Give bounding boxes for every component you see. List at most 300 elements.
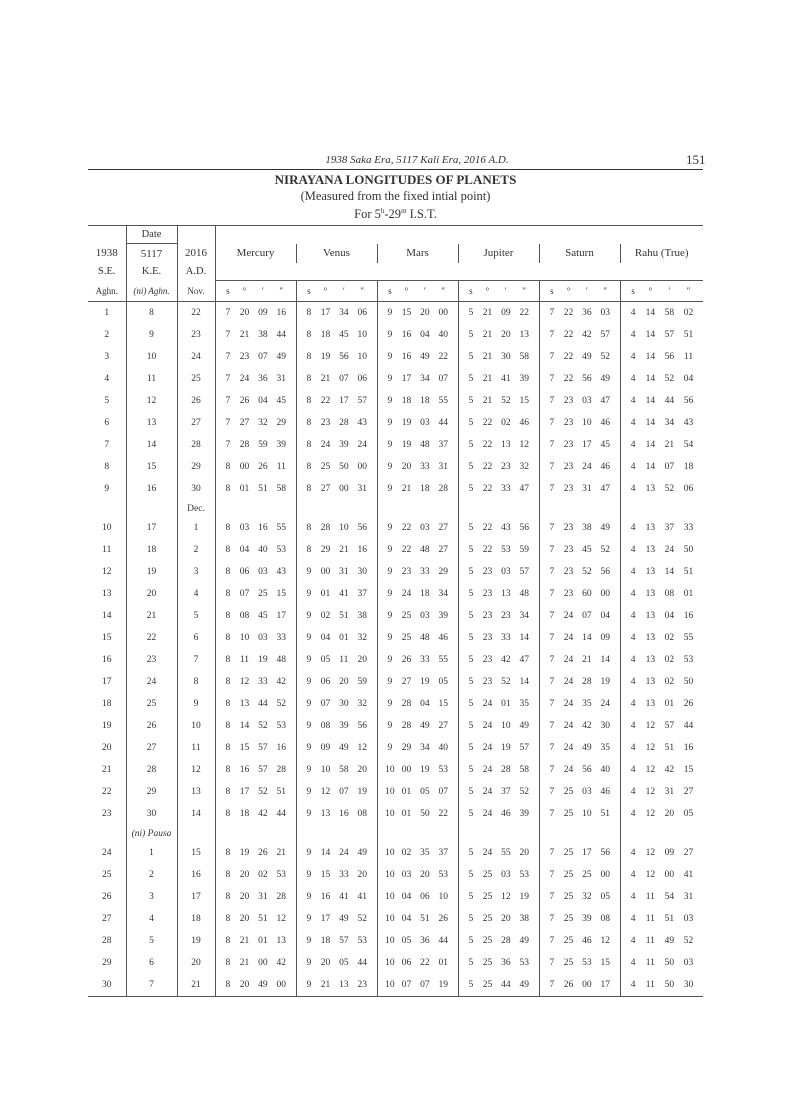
mars-longitude [377, 434, 458, 456]
sign-value: 4 [630, 633, 636, 643]
dms-group [621, 633, 704, 643]
jupiter-longitude [458, 671, 539, 693]
minute-value: 14 [582, 633, 592, 643]
jupiter-longitude [458, 974, 539, 997]
se-day: 24 [88, 842, 126, 864]
minute-value: 50 [664, 958, 675, 968]
sign-value: 4 [630, 677, 636, 687]
degree-value: 14 [645, 418, 656, 428]
dms-group [378, 396, 458, 406]
degree-value: 14 [239, 721, 250, 731]
degree-value: 22 [482, 462, 493, 472]
second-value: 30 [357, 567, 368, 577]
dms-group [540, 523, 620, 533]
degree-value: 20 [239, 308, 250, 318]
minute-value: 02 [664, 633, 675, 643]
second-value: ″ [279, 286, 284, 296]
sign-value: 7 [549, 330, 555, 340]
minute-value: 20 [664, 809, 675, 819]
dms-group [459, 936, 539, 946]
minute-value: 31 [582, 484, 592, 494]
rahu-longitude [620, 605, 703, 627]
minute-value: 02 [258, 870, 268, 880]
degree-value: ° [404, 286, 409, 296]
dms-group [378, 809, 458, 819]
second-value: 05 [438, 677, 449, 687]
table-row [88, 781, 703, 803]
time-note-mid: -29 [384, 207, 402, 222]
second-value: 58 [519, 352, 530, 362]
minute-value: 18 [420, 589, 430, 599]
minute-value: 17 [582, 848, 592, 858]
first-ad-month: Nov. [177, 281, 215, 302]
minute-value: 14 [664, 567, 675, 577]
degree-value: 25 [401, 633, 412, 643]
second-value: 26 [438, 914, 449, 924]
dms-group [297, 352, 377, 362]
sign-value: 7 [225, 440, 231, 450]
second-value: 16 [357, 545, 368, 555]
degree-value: 22 [482, 418, 493, 428]
dms-group [621, 462, 704, 472]
minute-value: ′ [423, 286, 426, 296]
degree-value: 17 [401, 374, 412, 384]
mars-longitude [377, 324, 458, 346]
minute-value: 49 [582, 352, 592, 362]
dms-group [540, 611, 620, 621]
mercury-longitude [215, 561, 296, 583]
jupiter-longitude [458, 583, 539, 605]
dms-group [621, 914, 704, 924]
dms-group [216, 611, 296, 621]
venus-longitude [296, 456, 377, 478]
second-value: 07 [438, 374, 449, 384]
sign-value: 4 [630, 743, 636, 753]
saturn-longitude [539, 456, 620, 478]
table-row [88, 561, 703, 583]
sign-value: s [631, 286, 635, 296]
sign-value: 8 [306, 396, 312, 406]
second-value: 55 [276, 523, 287, 533]
table-row [88, 908, 703, 930]
blank-cell [215, 500, 296, 517]
minute-value: 50 [420, 809, 430, 819]
minute-value: 36 [582, 308, 592, 318]
dms-group [378, 462, 458, 472]
table-row [88, 803, 703, 825]
sign-value: 8 [225, 892, 231, 902]
degree-value: 13 [645, 484, 656, 494]
dms-group [216, 677, 296, 687]
second-value: 19 [438, 980, 449, 990]
mercury-longitude [215, 412, 296, 434]
mars-longitude [377, 390, 458, 412]
sign-value: 4 [630, 848, 636, 858]
sign-value: 4 [630, 980, 636, 990]
degree-value: 25 [482, 914, 493, 924]
minute-value: 25 [582, 870, 592, 880]
venus-longitude [296, 627, 377, 649]
minute-value: 19 [420, 677, 430, 687]
minute-value: 03 [420, 523, 430, 533]
saturn-longitude [539, 649, 620, 671]
second-value: 51 [276, 787, 287, 797]
second-value: 38 [357, 611, 368, 621]
sign-value: 4 [630, 352, 636, 362]
ad-day: 26 [177, 390, 215, 412]
degree-value: 22 [563, 308, 574, 318]
ad-day: 8 [177, 671, 215, 693]
jupiter-longitude [458, 649, 539, 671]
second-value: 12 [600, 936, 611, 946]
second-value: 48 [276, 655, 287, 665]
ad-day: 28 [177, 434, 215, 456]
sign-value: 7 [549, 396, 555, 406]
minute-value: 10 [582, 418, 592, 428]
minute-value: ′ [342, 286, 345, 296]
minute-value: 51 [339, 611, 349, 621]
dms-group [540, 721, 620, 731]
time-note [88, 207, 703, 222]
second-value: 23 [357, 980, 368, 990]
degree-value: 24 [482, 721, 493, 731]
ke-day: 17 [126, 517, 177, 539]
sign-value: 4 [630, 699, 636, 709]
degree-value: 12 [645, 787, 656, 797]
dms-group [459, 545, 539, 555]
se-day: 1 [88, 302, 126, 325]
minute-value: 24 [339, 848, 349, 858]
minute-value: 49 [339, 914, 349, 924]
dms-group [216, 374, 296, 384]
ke-day: 23 [126, 649, 177, 671]
sign-value: 7 [549, 633, 555, 643]
degree-value: 21 [320, 980, 331, 990]
sign-value: 7 [549, 484, 555, 494]
sign-value: 8 [225, 787, 231, 797]
minute-value: 28 [582, 677, 592, 687]
dms-group [540, 892, 620, 902]
second-value: 40 [600, 765, 611, 775]
venus-longitude [296, 693, 377, 715]
dms-group [621, 980, 704, 990]
second-value: 34 [519, 611, 530, 621]
minute-value: 18 [420, 396, 430, 406]
ad-day: 16 [177, 864, 215, 886]
dms-group [459, 440, 539, 450]
sign-value: 8 [306, 352, 312, 362]
second-value: 46 [600, 462, 611, 472]
second-value: 06 [357, 374, 368, 384]
unit-header-cell [377, 281, 458, 302]
mercury-longitude [215, 478, 296, 500]
se-day: 9 [88, 478, 126, 500]
second-value: 27 [438, 721, 449, 731]
second-value: 32 [519, 462, 530, 472]
minute-value: 51 [258, 914, 268, 924]
rahu-longitude [620, 539, 703, 561]
dms-group [297, 611, 377, 621]
table-row [88, 715, 703, 737]
degree-value: 23 [239, 352, 250, 362]
se-day: 28 [88, 930, 126, 952]
sign-value: 8 [225, 462, 231, 472]
first-se-month: Aghn. [88, 281, 126, 302]
second-value: 48 [519, 589, 530, 599]
second-value: 03 [600, 308, 611, 318]
venus-longitude [296, 605, 377, 627]
table-row [88, 412, 703, 434]
dms-group [216, 396, 296, 406]
sign-value: 4 [630, 655, 636, 665]
ad-day: 18 [177, 908, 215, 930]
saturn-longitude [539, 412, 620, 434]
second-value: 00 [438, 308, 449, 318]
sign-value: 9 [306, 743, 312, 753]
minute-value: 07 [664, 462, 675, 472]
dms-group [216, 545, 296, 555]
minute-value: 12 [501, 892, 511, 902]
degree-value: 23 [563, 440, 574, 450]
minute-value: 13 [339, 980, 349, 990]
degree-value: 25 [563, 914, 574, 924]
sign-value: 5 [468, 721, 474, 731]
degree-value: 04 [401, 914, 412, 924]
minute-value: 05 [420, 787, 430, 797]
sign-value: 10 [385, 809, 395, 819]
degree-value: 24 [482, 699, 493, 709]
ad-day: 19 [177, 930, 215, 952]
mars-longitude [377, 346, 458, 368]
sign-value: 7 [549, 848, 555, 858]
degree-value: 02 [320, 611, 331, 621]
blank-cell [88, 500, 126, 517]
second-value: 47 [600, 484, 611, 494]
degree-value: 23 [563, 396, 574, 406]
dms-group [297, 655, 377, 665]
sign-value: 8 [225, 699, 231, 709]
mars-longitude [377, 693, 458, 715]
sign-value: 10 [385, 892, 395, 902]
blank-header-cell [177, 226, 215, 244]
second-value: 26 [683, 699, 694, 709]
mercury-longitude [215, 671, 296, 693]
sign-value: 7 [549, 462, 555, 472]
degree-value: 11 [645, 958, 655, 968]
minute-value: 00 [258, 958, 268, 968]
time-note-prefix: For 5 [354, 207, 381, 222]
minute-value: 40 [258, 545, 268, 555]
mercury-longitude [215, 886, 296, 908]
second-value: 42 [276, 958, 287, 968]
degree-value: 29 [401, 743, 412, 753]
ke-day: 6 [126, 952, 177, 974]
second-value: 52 [357, 914, 368, 924]
table-row [88, 627, 703, 649]
mars-longitude [377, 605, 458, 627]
sign-value: 8 [225, 567, 231, 577]
table-row [88, 302, 703, 325]
minute-value: 03 [582, 787, 592, 797]
rahu-longitude [620, 390, 703, 412]
minute-value: 07 [420, 980, 430, 990]
second-value: 53 [683, 655, 694, 665]
ad-day: 7 [177, 649, 215, 671]
second-value: 43 [683, 418, 694, 428]
degree-value: 21 [239, 958, 250, 968]
sign-value: 5 [468, 611, 474, 621]
degree-value: 26 [563, 980, 574, 990]
ad-day: 22 [177, 302, 215, 325]
minute-value: 03 [258, 567, 268, 577]
dms-group [378, 484, 458, 494]
minute-value: 05 [339, 958, 349, 968]
degree-value: ° [485, 286, 490, 296]
second-value: 19 [600, 677, 611, 687]
second-value: 11 [276, 462, 286, 472]
venus-longitude [296, 324, 377, 346]
degree-value: 25 [563, 936, 574, 946]
mars-longitude [377, 478, 458, 500]
minute-value: 49 [420, 721, 430, 731]
jupiter-longitude [458, 930, 539, 952]
rahu-longitude [620, 974, 703, 997]
ad-day: 27 [177, 412, 215, 434]
sign-value: 7 [549, 308, 555, 318]
second-value: 14 [519, 677, 530, 687]
second-value: 00 [600, 870, 611, 880]
second-value: 08 [600, 914, 611, 924]
second-value: 00 [600, 589, 611, 599]
dms-group [378, 589, 458, 599]
dms-group [216, 980, 296, 990]
second-value: 33 [276, 633, 287, 643]
degree-value: 21 [239, 936, 250, 946]
dms-group [297, 484, 377, 494]
sign-value: 5 [468, 523, 474, 533]
sign-value: 9 [387, 589, 393, 599]
second-value: 17 [276, 611, 287, 621]
minute-value: 32 [582, 892, 592, 902]
second-value: 49 [276, 352, 287, 362]
mercury-longitude [215, 302, 296, 325]
dms-group [540, 396, 620, 406]
mercury-longitude [215, 908, 296, 930]
minute-value: 32 [258, 418, 268, 428]
saturn-longitude [539, 302, 620, 325]
sign-value: s [550, 286, 554, 296]
sign-value: 4 [630, 374, 636, 384]
saturn-longitude [539, 517, 620, 539]
degree-value: 15 [401, 308, 412, 318]
sign-value: 9 [387, 396, 393, 406]
minute-value: 34 [420, 743, 430, 753]
sign-value: 7 [549, 611, 555, 621]
se-day: 26 [88, 886, 126, 908]
degree-value: 22 [320, 396, 331, 406]
minute-value: 17 [582, 440, 592, 450]
jupiter-longitude [458, 781, 539, 803]
degree-value: 25 [482, 870, 493, 880]
ke-day: 8 [126, 302, 177, 325]
dms-group [459, 523, 539, 533]
minute-value: 56 [582, 374, 592, 384]
month-separator-dec [88, 500, 703, 517]
degree-value: 04 [239, 545, 250, 555]
second-value: 57 [519, 567, 530, 577]
sign-value: 5 [468, 980, 474, 990]
mercury-longitude [215, 930, 296, 952]
minute-value: ′ [585, 286, 588, 296]
blank-cell [296, 500, 377, 517]
dms-group [216, 743, 296, 753]
blank-cell [377, 825, 458, 842]
ke-day: 27 [126, 737, 177, 759]
second-value: 30 [683, 980, 694, 990]
dms-group [459, 787, 539, 797]
minute-value: 46 [582, 936, 592, 946]
dms-group [621, 374, 704, 384]
minute-value: 08 [664, 589, 675, 599]
dms-group [540, 352, 620, 362]
dms-group [540, 699, 620, 709]
degree-value: 25 [482, 936, 493, 946]
dms-group [378, 848, 458, 858]
minute-value: 52 [664, 484, 675, 494]
minute-value: 33 [420, 567, 430, 577]
sign-value: 5 [468, 352, 474, 362]
mercury-longitude [215, 759, 296, 781]
ad-label: A.D. [177, 263, 215, 281]
dms-group [459, 330, 539, 340]
minute-value: 31 [664, 787, 675, 797]
mars-longitude [377, 539, 458, 561]
minute-value: 09 [664, 848, 675, 858]
dms-group [297, 589, 377, 599]
ad-day: 1 [177, 517, 215, 539]
degree-value: 20 [239, 980, 250, 990]
ke-day: 9 [126, 324, 177, 346]
dms-group [216, 286, 296, 296]
saturn-longitude [539, 908, 620, 930]
se-day: 7 [88, 434, 126, 456]
second-value: 27 [438, 545, 449, 555]
page-subtitle: (Measured from the fixed intial point) [300, 189, 491, 203]
minute-value: 49 [582, 743, 592, 753]
sign-value: 7 [549, 980, 555, 990]
sign-value: 7 [549, 589, 555, 599]
saturn-longitude [539, 781, 620, 803]
ke-day: 15 [126, 456, 177, 478]
degree-value: 14 [645, 308, 656, 318]
second-value: 57 [600, 330, 611, 340]
second-value: 45 [276, 396, 287, 406]
degree-value: 06 [320, 677, 331, 687]
degree-value: 24 [563, 721, 574, 731]
venus-longitude [296, 781, 377, 803]
sign-value: 7 [549, 352, 555, 362]
dms-group [621, 765, 704, 775]
dms-group [621, 396, 704, 406]
sign-value: 9 [306, 787, 312, 797]
minute-value: 28 [501, 936, 511, 946]
dms-group [297, 787, 377, 797]
minute-value: 44 [501, 980, 511, 990]
dms-group [621, 567, 704, 577]
dms-group [540, 787, 620, 797]
degree-value: 25 [563, 787, 574, 797]
degree-value: 03 [239, 523, 250, 533]
